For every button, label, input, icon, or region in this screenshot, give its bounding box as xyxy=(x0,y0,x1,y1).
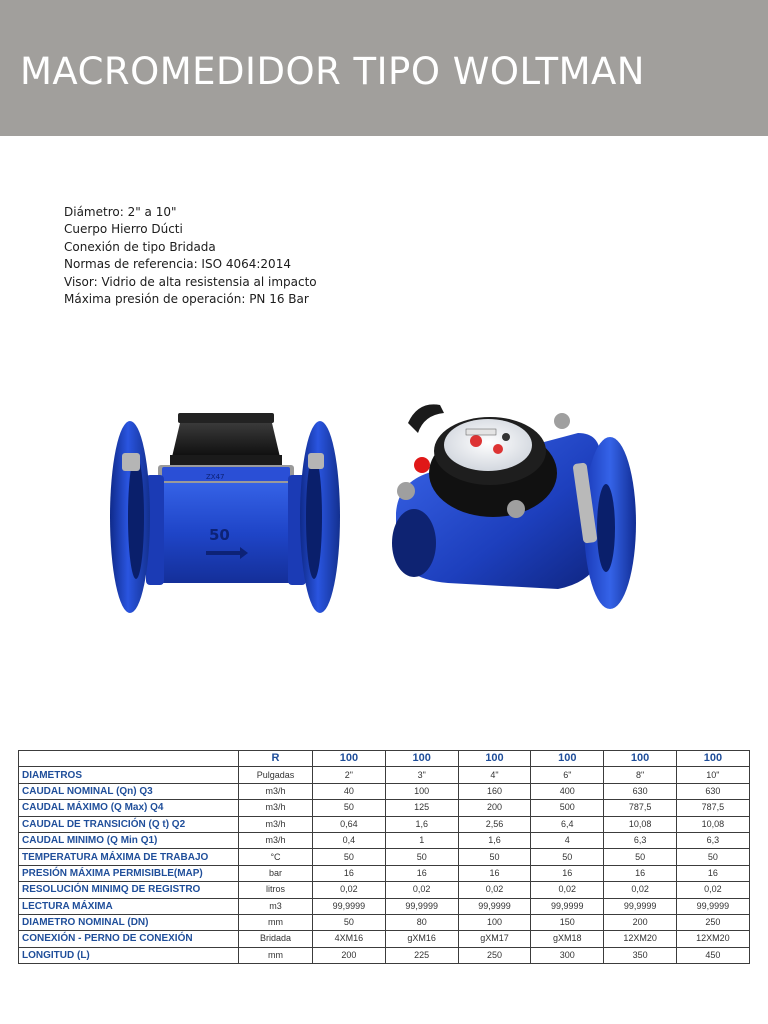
row-value: 1 xyxy=(385,832,458,848)
row-value: 4XM16 xyxy=(313,931,386,947)
front-body-text: ZX47 xyxy=(206,473,225,481)
spec-item: Normas de referencia: ISO 4064:2014 xyxy=(64,257,291,272)
row-label: DIAMETRO NOMINAL (DN) xyxy=(19,914,239,930)
row-label: CAUDAL DE TRANSICIÓN (Q t) Q2 xyxy=(19,816,239,832)
row-value: 500 xyxy=(531,800,604,816)
row-value: 160 xyxy=(458,783,531,799)
row-value: 4 xyxy=(531,832,604,848)
row-value: 16 xyxy=(458,865,531,881)
row-value: 12XM20 xyxy=(604,931,677,947)
row-value: 16 xyxy=(604,865,677,881)
row-unit: m3/h xyxy=(239,816,313,832)
table-row xyxy=(19,865,750,881)
table-row xyxy=(19,947,750,963)
row-value: 6,3 xyxy=(604,832,677,848)
spec-item: Visor: Vidrio de alta resistensia al impacto xyxy=(64,274,317,289)
row-value: 2" xyxy=(313,767,386,783)
row-value: 2,56 xyxy=(458,816,531,832)
row-label: LECTURA MÁXIMA xyxy=(19,898,239,914)
row-value: 99,9999 xyxy=(385,898,458,914)
row-label: CAUDAL MINIMO (Q Min Q1) xyxy=(19,832,239,848)
row-unit: m3/h xyxy=(239,783,313,799)
row-value: 50 xyxy=(313,800,386,816)
row-unit: m3/h xyxy=(239,800,313,816)
row-value: 0,02 xyxy=(385,882,458,898)
row-value: 1,6 xyxy=(458,832,531,848)
spec-list xyxy=(64,204,317,308)
row-value: 99,9999 xyxy=(604,898,677,914)
row-value: 16 xyxy=(313,865,386,881)
spec-table xyxy=(18,750,750,964)
row-value: 0,64 xyxy=(313,816,386,832)
row-value: 80 xyxy=(385,914,458,930)
table-row xyxy=(19,767,750,783)
row-value: 3" xyxy=(385,767,458,783)
header-value-cell: 100 xyxy=(676,751,749,767)
table-row xyxy=(19,849,750,865)
row-value: 40 xyxy=(313,783,386,799)
row-label: DIAMETROS xyxy=(19,767,239,783)
row-value: 350 xyxy=(604,947,677,963)
row-value: 12XM20 xyxy=(676,931,749,947)
row-value: 6,3 xyxy=(676,832,749,848)
spec-item: Máxima presión de operación: PN 16 Bar xyxy=(64,292,309,307)
row-value: 450 xyxy=(676,947,749,963)
row-value: 250 xyxy=(676,914,749,930)
row-label: TEMPERATURA MÁXIMA DE TRABAJO xyxy=(19,849,239,865)
meter-front-photo xyxy=(108,405,344,619)
table-header-row xyxy=(19,751,750,767)
header-value-cell: 100 xyxy=(458,751,531,767)
row-value: 787,5 xyxy=(676,800,749,816)
row-value: 0,02 xyxy=(531,882,604,898)
row-label: RESOLUCIÓN MINIMQ DE REGISTRO xyxy=(19,882,239,898)
spec-item: Conexión de tipo Bridada xyxy=(64,239,216,254)
row-unit: m3 xyxy=(239,898,313,914)
row-value: 10" xyxy=(676,767,749,783)
row-value: 99,9999 xyxy=(313,898,386,914)
row-value: 10,08 xyxy=(676,816,749,832)
title-banner xyxy=(0,0,768,136)
row-value: 250 xyxy=(458,947,531,963)
row-value: gXM17 xyxy=(458,931,531,947)
row-value: 16 xyxy=(385,865,458,881)
row-value: 99,9999 xyxy=(531,898,604,914)
table-row xyxy=(19,914,750,930)
row-unit: mm xyxy=(239,947,313,963)
row-label: CONEXIÓN - PERNO DE CONEXIÓN xyxy=(19,931,239,947)
table-row xyxy=(19,832,750,848)
row-value: 0,4 xyxy=(313,832,386,848)
header-value-cell: 100 xyxy=(385,751,458,767)
row-label: PRESIÓN MÁXIMA PERMISIBLE(MAP) xyxy=(19,865,239,881)
table-row xyxy=(19,816,750,832)
row-value: 50 xyxy=(458,849,531,865)
row-value: gXM16 xyxy=(385,931,458,947)
table-row xyxy=(19,800,750,816)
meter-angled-photo xyxy=(388,393,644,623)
page-title: MACROMEDIDOR TIPO WOLTMAN xyxy=(20,50,645,93)
front-body-number: 50 xyxy=(209,526,230,544)
header-value-cell: 100 xyxy=(604,751,677,767)
table-row xyxy=(19,898,750,914)
table-row xyxy=(19,783,750,799)
table-row xyxy=(19,882,750,898)
row-value: 225 xyxy=(385,947,458,963)
row-value: 8" xyxy=(604,767,677,783)
row-value: 200 xyxy=(313,947,386,963)
row-value: 16 xyxy=(676,865,749,881)
row-unit: °C xyxy=(239,849,313,865)
row-unit: litros xyxy=(239,882,313,898)
row-unit: Bridada xyxy=(239,931,313,947)
row-value: 300 xyxy=(531,947,604,963)
row-unit: m3/h xyxy=(239,832,313,848)
row-value: 0,02 xyxy=(458,882,531,898)
row-value: 6" xyxy=(531,767,604,783)
row-value: 0,02 xyxy=(313,882,386,898)
row-value: 50 xyxy=(313,914,386,930)
row-value: 100 xyxy=(458,914,531,930)
row-value: 50 xyxy=(385,849,458,865)
row-value: 0,02 xyxy=(676,882,749,898)
row-unit: Pulgadas xyxy=(239,767,313,783)
row-value: 50 xyxy=(604,849,677,865)
row-label: CAUDAL MÁXIMO (Q Max) Q4 xyxy=(19,800,239,816)
header-unit-cell: R xyxy=(239,751,313,767)
row-value: gXM18 xyxy=(531,931,604,947)
row-value: 200 xyxy=(458,800,531,816)
row-value: 50 xyxy=(531,849,604,865)
row-value: 4" xyxy=(458,767,531,783)
row-unit: mm xyxy=(239,914,313,930)
row-label: LONGITUD (L) xyxy=(19,947,239,963)
spec-item: Diámetro: 2" a 10" xyxy=(64,205,177,219)
row-value: 200 xyxy=(604,914,677,930)
header-value-cell: 100 xyxy=(531,751,604,767)
row-value: 100 xyxy=(385,783,458,799)
row-value: 16 xyxy=(531,865,604,881)
row-value: 50 xyxy=(313,849,386,865)
row-value: 150 xyxy=(531,914,604,930)
row-value: 125 xyxy=(385,800,458,816)
row-value: 1,6 xyxy=(385,816,458,832)
row-value: 0,02 xyxy=(604,882,677,898)
table-row xyxy=(19,931,750,947)
row-value: 99,9999 xyxy=(676,898,749,914)
row-value: 6,4 xyxy=(531,816,604,832)
row-unit: bar xyxy=(239,865,313,881)
row-value: 630 xyxy=(604,783,677,799)
row-value: 10,08 xyxy=(604,816,677,832)
row-value: 400 xyxy=(531,783,604,799)
header-value-cell: 100 xyxy=(313,751,386,767)
row-value: 99,9999 xyxy=(458,898,531,914)
row-value: 630 xyxy=(676,783,749,799)
header-empty-cell xyxy=(19,751,239,767)
row-value: 50 xyxy=(676,849,749,865)
row-value: 787,5 xyxy=(604,800,677,816)
spec-item: Cuerpo Hierro Dúcti xyxy=(64,222,183,237)
row-label: CAUDAL NOMINAL (Qn) Q3 xyxy=(19,783,239,799)
